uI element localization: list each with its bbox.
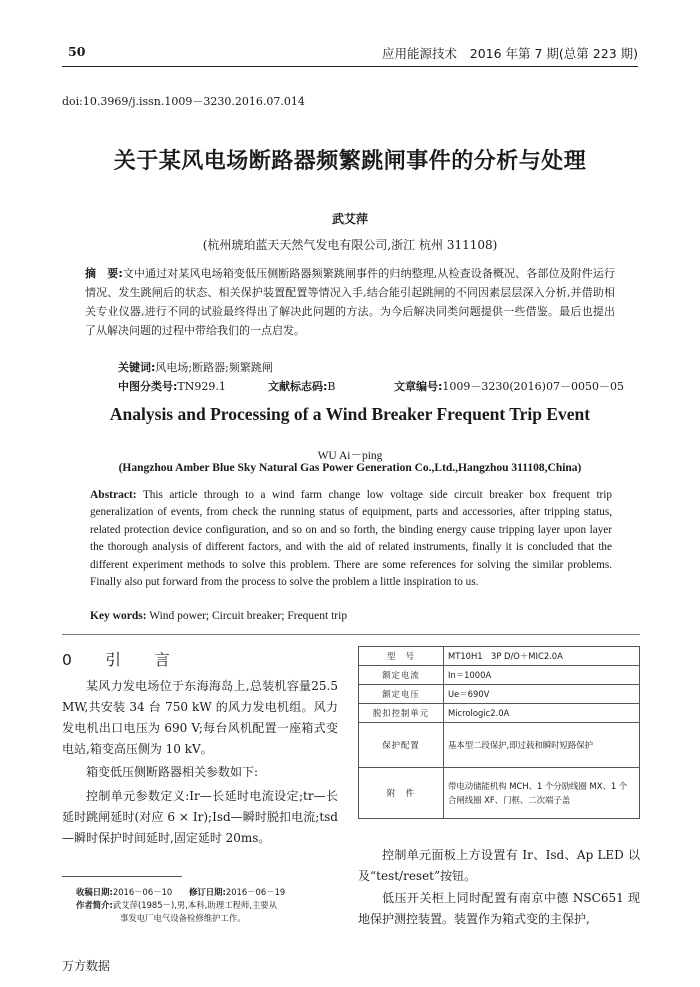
table-row xyxy=(359,768,640,819)
author-english: WU Ai－ping xyxy=(317,450,383,462)
table-value: 带电动储能机构 MCH、1 个分励线圈 MX、1 个合闸线圈 XF、门框、二次端子盖 xyxy=(444,768,640,819)
section-divider xyxy=(62,634,640,635)
body-paragraph-3: 控制单元参数定义:Ir—长延时电流设定;tr—长延时跳闸延时(对应 6 × Ir);Isd—瞬时脱扣电流;tsd—瞬时保护时间延时,固定延时 20ms。 xyxy=(62,789,338,845)
journal-name: 应用能源技术 xyxy=(382,46,458,61)
revised-date: 2016－06－19 xyxy=(225,887,286,897)
abstract-chinese-label: 摘 要: xyxy=(85,267,123,280)
table-value: MT10H1 3P D/O＋MIC2.0A xyxy=(444,647,640,666)
breaker-spec-table xyxy=(358,646,640,819)
affiliation-english: (Hangzhou Amber Blue Sky Natural Gas Power Generation Co.,Ltd.,Hangzhou 311108,China) xyxy=(118,462,582,474)
keywords-chinese-label: 关键词: xyxy=(118,361,156,374)
keywords-chinese-text: 风电场;断路器;频繁跳闸 xyxy=(155,361,273,374)
clc-label: 中图分类号: xyxy=(118,380,178,393)
body-paragraph-1: 某风力发电场位于东海海岛上,总装机容量25.5 MW,共安装 34 台 750 kW 的风力发电机组。风力发电机出口电压为 690 V;每台风机配置一座箱式变电站,箱变高压侧为 10 kV。 xyxy=(62,679,338,756)
abstract-english xyxy=(90,487,612,591)
title-chinese: 关于某风电场断路器频繁跳闸事件的分析与处理 xyxy=(113,149,587,174)
footnote-author-bio xyxy=(76,899,338,925)
table-key: 额定电流 xyxy=(359,666,444,685)
table-row xyxy=(359,685,640,704)
running-header xyxy=(62,42,638,67)
table-key: 额定电压 xyxy=(359,685,444,704)
page-number: 50 xyxy=(68,44,86,59)
doi: doi:10.3969/j.issn.1009－3230.2016.07.014 xyxy=(62,95,305,108)
table-row xyxy=(359,723,640,768)
watermark-text: 万方数据 xyxy=(62,959,111,973)
table-key: 脱扣控制单元 xyxy=(359,704,444,723)
keywords-english xyxy=(90,610,347,622)
table-value: 基本型二段保护,即过载和瞬时短路保护 xyxy=(444,723,640,768)
body-paragraph-right-2: 低压开关柜上同时配置有南京中德 NSC651 现地保护测控装置。装置作为箱式变的主保护, xyxy=(358,891,640,926)
body-paragraph-right-1: 控制单元面板上方设置有 Ir、Isd、Ap LED 以及“test/reset”按钮。 xyxy=(358,848,640,883)
table-row xyxy=(359,647,640,666)
table-value: In＝1000A xyxy=(444,666,640,685)
keywords-english-text: Wind power; Circuit breaker; Frequent trip xyxy=(149,610,348,622)
table-key: 型 号 xyxy=(359,647,444,666)
table-row xyxy=(359,666,640,685)
bio-label: 作者简介: xyxy=(76,900,113,910)
table-row xyxy=(359,704,640,723)
abstract-chinese xyxy=(85,264,615,340)
received-label: 收稿日期: xyxy=(76,887,113,897)
received-date: 2016－06－10 xyxy=(112,887,173,897)
article-number-value: 1009－3230(2016)07－0050－05 xyxy=(442,380,624,393)
table-value: Micrologic2.0A xyxy=(444,704,640,723)
abstract-english-text: This article through to a wind farm change low voltage side circuit breaker box frequent trip generalization of events, from check the running status of equipment, parts and accessories, after tripping status, related protection device configuration, and so on and so forth, the binding energy cause tripping layer upon layer the thorough analysis of different factors, and with the aid of related instruments, finally it is concluded that the different experiment methods to solve this problem. There are some references for solving the similar problems. Finally also put forward from the process to solve the problem a little inspiration to us. xyxy=(90,489,612,589)
article-number-label: 文章编号: xyxy=(394,380,443,393)
table-key: 附 件 xyxy=(359,768,444,819)
abstract-chinese-text: 文中通过对某风电场箱变低压侧断路器频繁跳闸事件的归纳整理,从检查设备概况、各部位及附件运行情况、发生跳闸后的状态、相关保护装置配置等情况入手,结合能引起跳闸的不同因素层层深入分析,并借助相关专业仪器,进行不同的试验最终得出了解决此问题的方法。为今后解决同类问题提供一些借鉴。最后也提出了从解决问题的过程中带给我们的一点启发。 xyxy=(85,267,615,337)
clc-value: TN929.1 xyxy=(177,380,226,393)
table-value: Ue＝690V xyxy=(444,685,640,704)
section-heading: 0 引 言 xyxy=(62,651,179,669)
body-paragraph-2: 箱变低压侧断路器相关参数如下: xyxy=(86,765,259,779)
affiliation-chinese: (杭州琥珀蓝天天然气发电有限公司,浙江 杭州 311108) xyxy=(202,238,498,252)
issue-info: 2016 年第 7 期(总第 223 期) xyxy=(469,46,638,61)
doc-code-value: B xyxy=(327,380,336,393)
doc-code-label: 文献标志码: xyxy=(268,380,328,393)
bio-line-1: 武艾萍(1985－),男,本科,助理工程师,主要从 xyxy=(112,900,277,910)
keywords-english-label: Key words: xyxy=(90,610,147,622)
footnote-divider xyxy=(62,876,182,877)
footnote-dates xyxy=(76,886,338,899)
keywords-chinese xyxy=(118,359,273,375)
revised-label: 修订日期: xyxy=(189,887,226,897)
author-chinese: 武艾萍 xyxy=(331,212,368,226)
abstract-english-label: Abstract: xyxy=(90,489,137,501)
title-english: Analysis and Processing of a Wind Breaker Frequent Trip Event xyxy=(109,404,591,424)
table-key: 保护配置 xyxy=(359,723,444,768)
classification-line xyxy=(118,378,624,394)
bio-line-2: 事发电厂电气设备检修维护工作。 xyxy=(120,913,246,923)
